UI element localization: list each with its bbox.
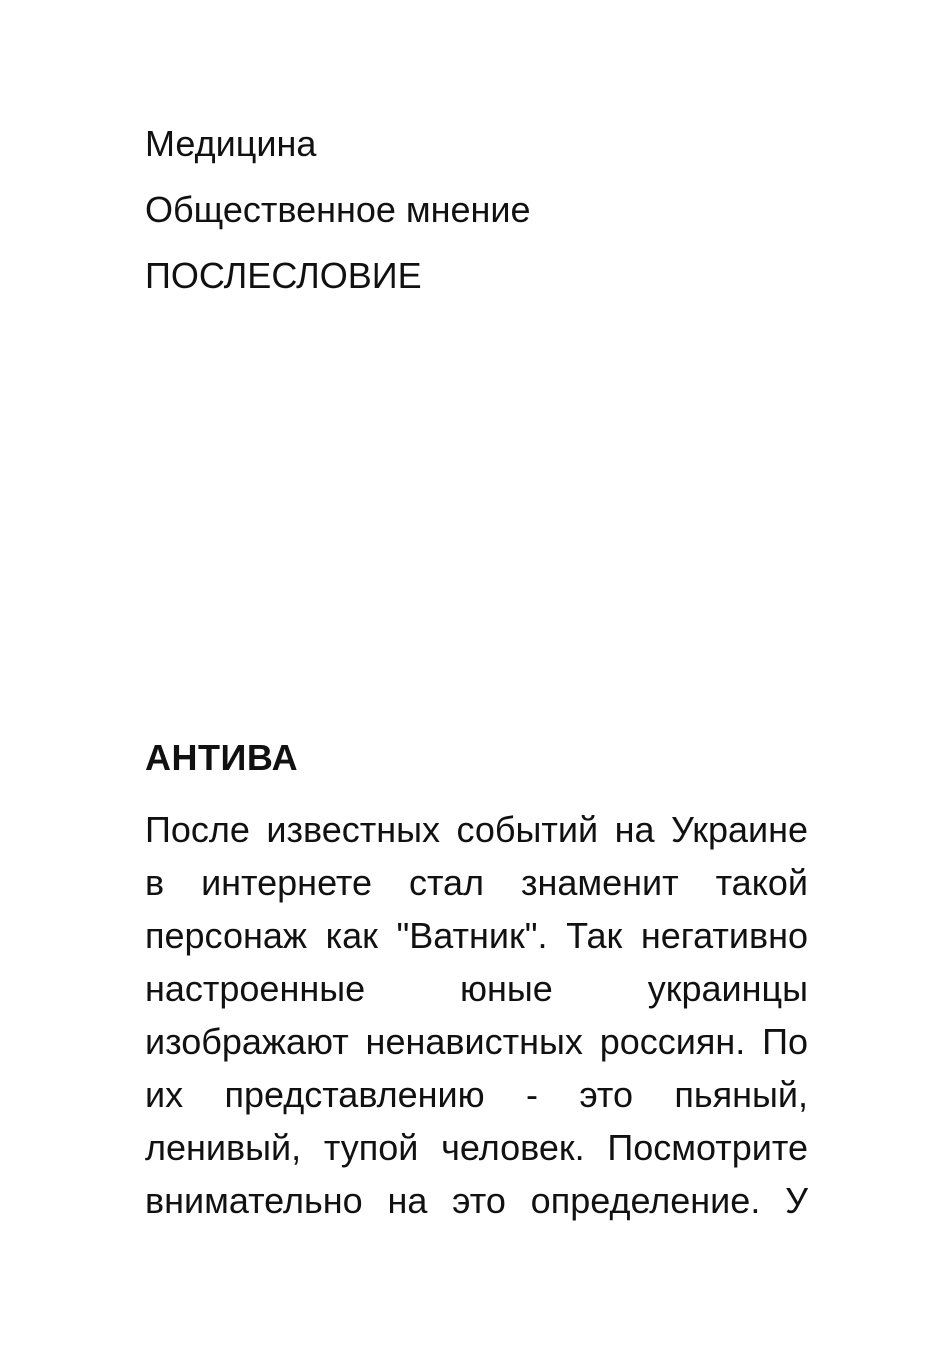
paragraph-line: ленивый, тупой человек. Посмотрите bbox=[145, 1127, 808, 1168]
paragraph-line: их представлению - это пьяный, bbox=[145, 1074, 808, 1115]
paragraph-line: персонаж как "Ватник". Так негативно bbox=[145, 915, 808, 956]
paragraph-line: настроенные юные украинцы bbox=[145, 968, 808, 1009]
paragraph-line: внимательно на это определение. У bbox=[145, 1180, 808, 1221]
chapter-entry-medicina: Медицина bbox=[145, 123, 317, 164]
body-paragraph bbox=[145, 803, 808, 1227]
paragraph-line: изображают ненавистных россиян. По bbox=[145, 1021, 808, 1062]
chapter-list bbox=[145, 111, 808, 309]
paragraph-line: После известных событий на Украине bbox=[145, 809, 808, 850]
section-heading: АНТИВА bbox=[145, 737, 299, 778]
paragraph-line: в интернете стал знаменит такой bbox=[145, 862, 808, 903]
chapter-entry-posleslovie: ПОСЛЕСЛОВИЕ bbox=[145, 255, 422, 296]
chapter-entry-obshchestvennoe-mnenie: Общественное мнение bbox=[145, 189, 531, 230]
